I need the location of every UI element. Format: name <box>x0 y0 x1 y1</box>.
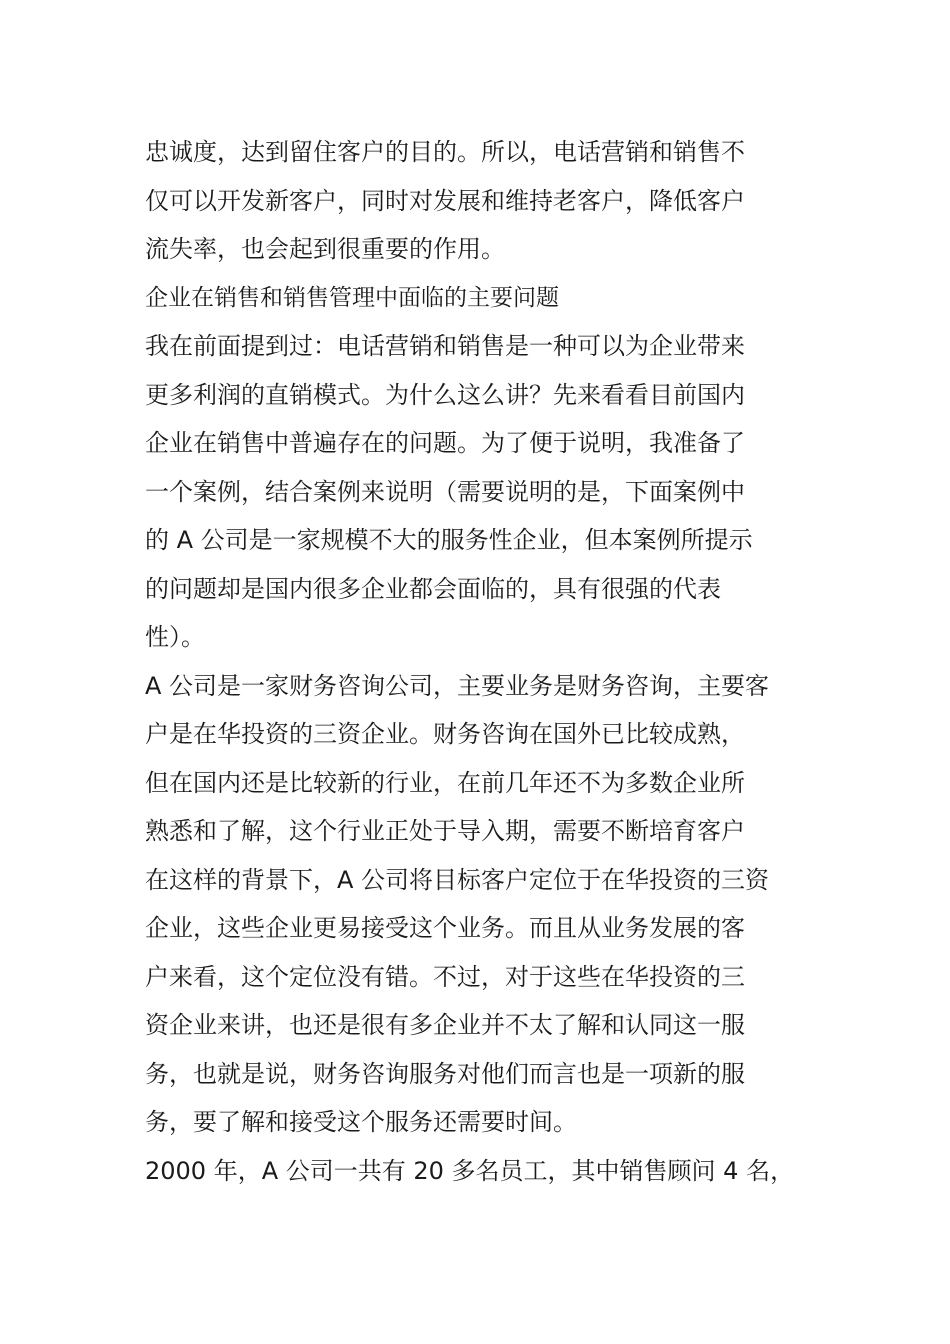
text-line: 2000 年，A 公司一共有 20 多名员工，其中销售顾问 4 名， <box>145 1156 795 1185</box>
text-line: 更多利润的直销模式。为什么这么讲？先来看看目前国内 <box>145 380 745 409</box>
heading-text: 企业在销售和销售管理中面临的主要问题 <box>145 284 559 311</box>
text-line: 忠诚度，达到留住客户的目的。所以，电话营销和销售不 <box>145 138 745 166</box>
text-line: 熟悉和了解，这个行业正处于导入期，需要不断培育客户 <box>145 817 745 845</box>
text-line: 在这样的背景下，A 公司将目标客户定位于在华投资的三资 <box>145 865 770 894</box>
text-line: 户是在华投资的三资企业。财务咨询在国外已比较成熟， <box>145 720 745 748</box>
text-line: 务，也就是说，财务咨询服务对他们而言也是一项新的服 <box>145 1059 745 1088</box>
text-line: 但在国内还是比较新的行业，在前几年还不为多数企业所 <box>145 768 745 797</box>
text-line: A 公司是一家财务咨询公司，主要业务是财务咨询，主要客 <box>145 671 770 700</box>
paragraph-company-a <box>145 662 813 1147</box>
text-line: 我在前面提到过：电话营销和销售是一种可以为企业带来 <box>145 332 745 360</box>
text-line: 资企业来讲，也还是很有多企业并不太了解和认同这一服 <box>145 1011 745 1039</box>
text-line: 的 A 公司是一家规模不大的服务性企业，但本案例所提示 <box>145 526 753 554</box>
text-line: 性）。 <box>145 623 205 651</box>
text-line: 的问题却是国内很多企业都会面临的，具有很强的代表 <box>145 574 721 603</box>
text-line: 流失率，也会起到很重要的作用。 <box>145 235 505 263</box>
text-line: 仅可以开发新客户，同时对发展和维持老客户，降低客户 <box>145 186 745 215</box>
document-page <box>145 128 813 1195</box>
text-line: 务，要了解和接受这个服务还需要时间。 <box>145 1108 577 1136</box>
paragraph-customer-loyalty <box>145 128 813 274</box>
paragraph-intro-case <box>145 322 813 662</box>
text-line: 企业在销售中普遍存在的问题。为了便于说明，我准备了 <box>145 429 745 457</box>
text-line: 户来看，这个定位没有错。不过，对于这些在华投资的三 <box>145 962 745 991</box>
text-line: 企业，这些企业更易接受这个业务。而且从业务发展的客 <box>145 914 745 942</box>
paragraph-year-2000 <box>145 1147 813 1196</box>
section-heading <box>145 274 813 323</box>
text-line: 一个案例，结合案例来说明（需要说明的是，下面案例中 <box>145 477 745 506</box>
